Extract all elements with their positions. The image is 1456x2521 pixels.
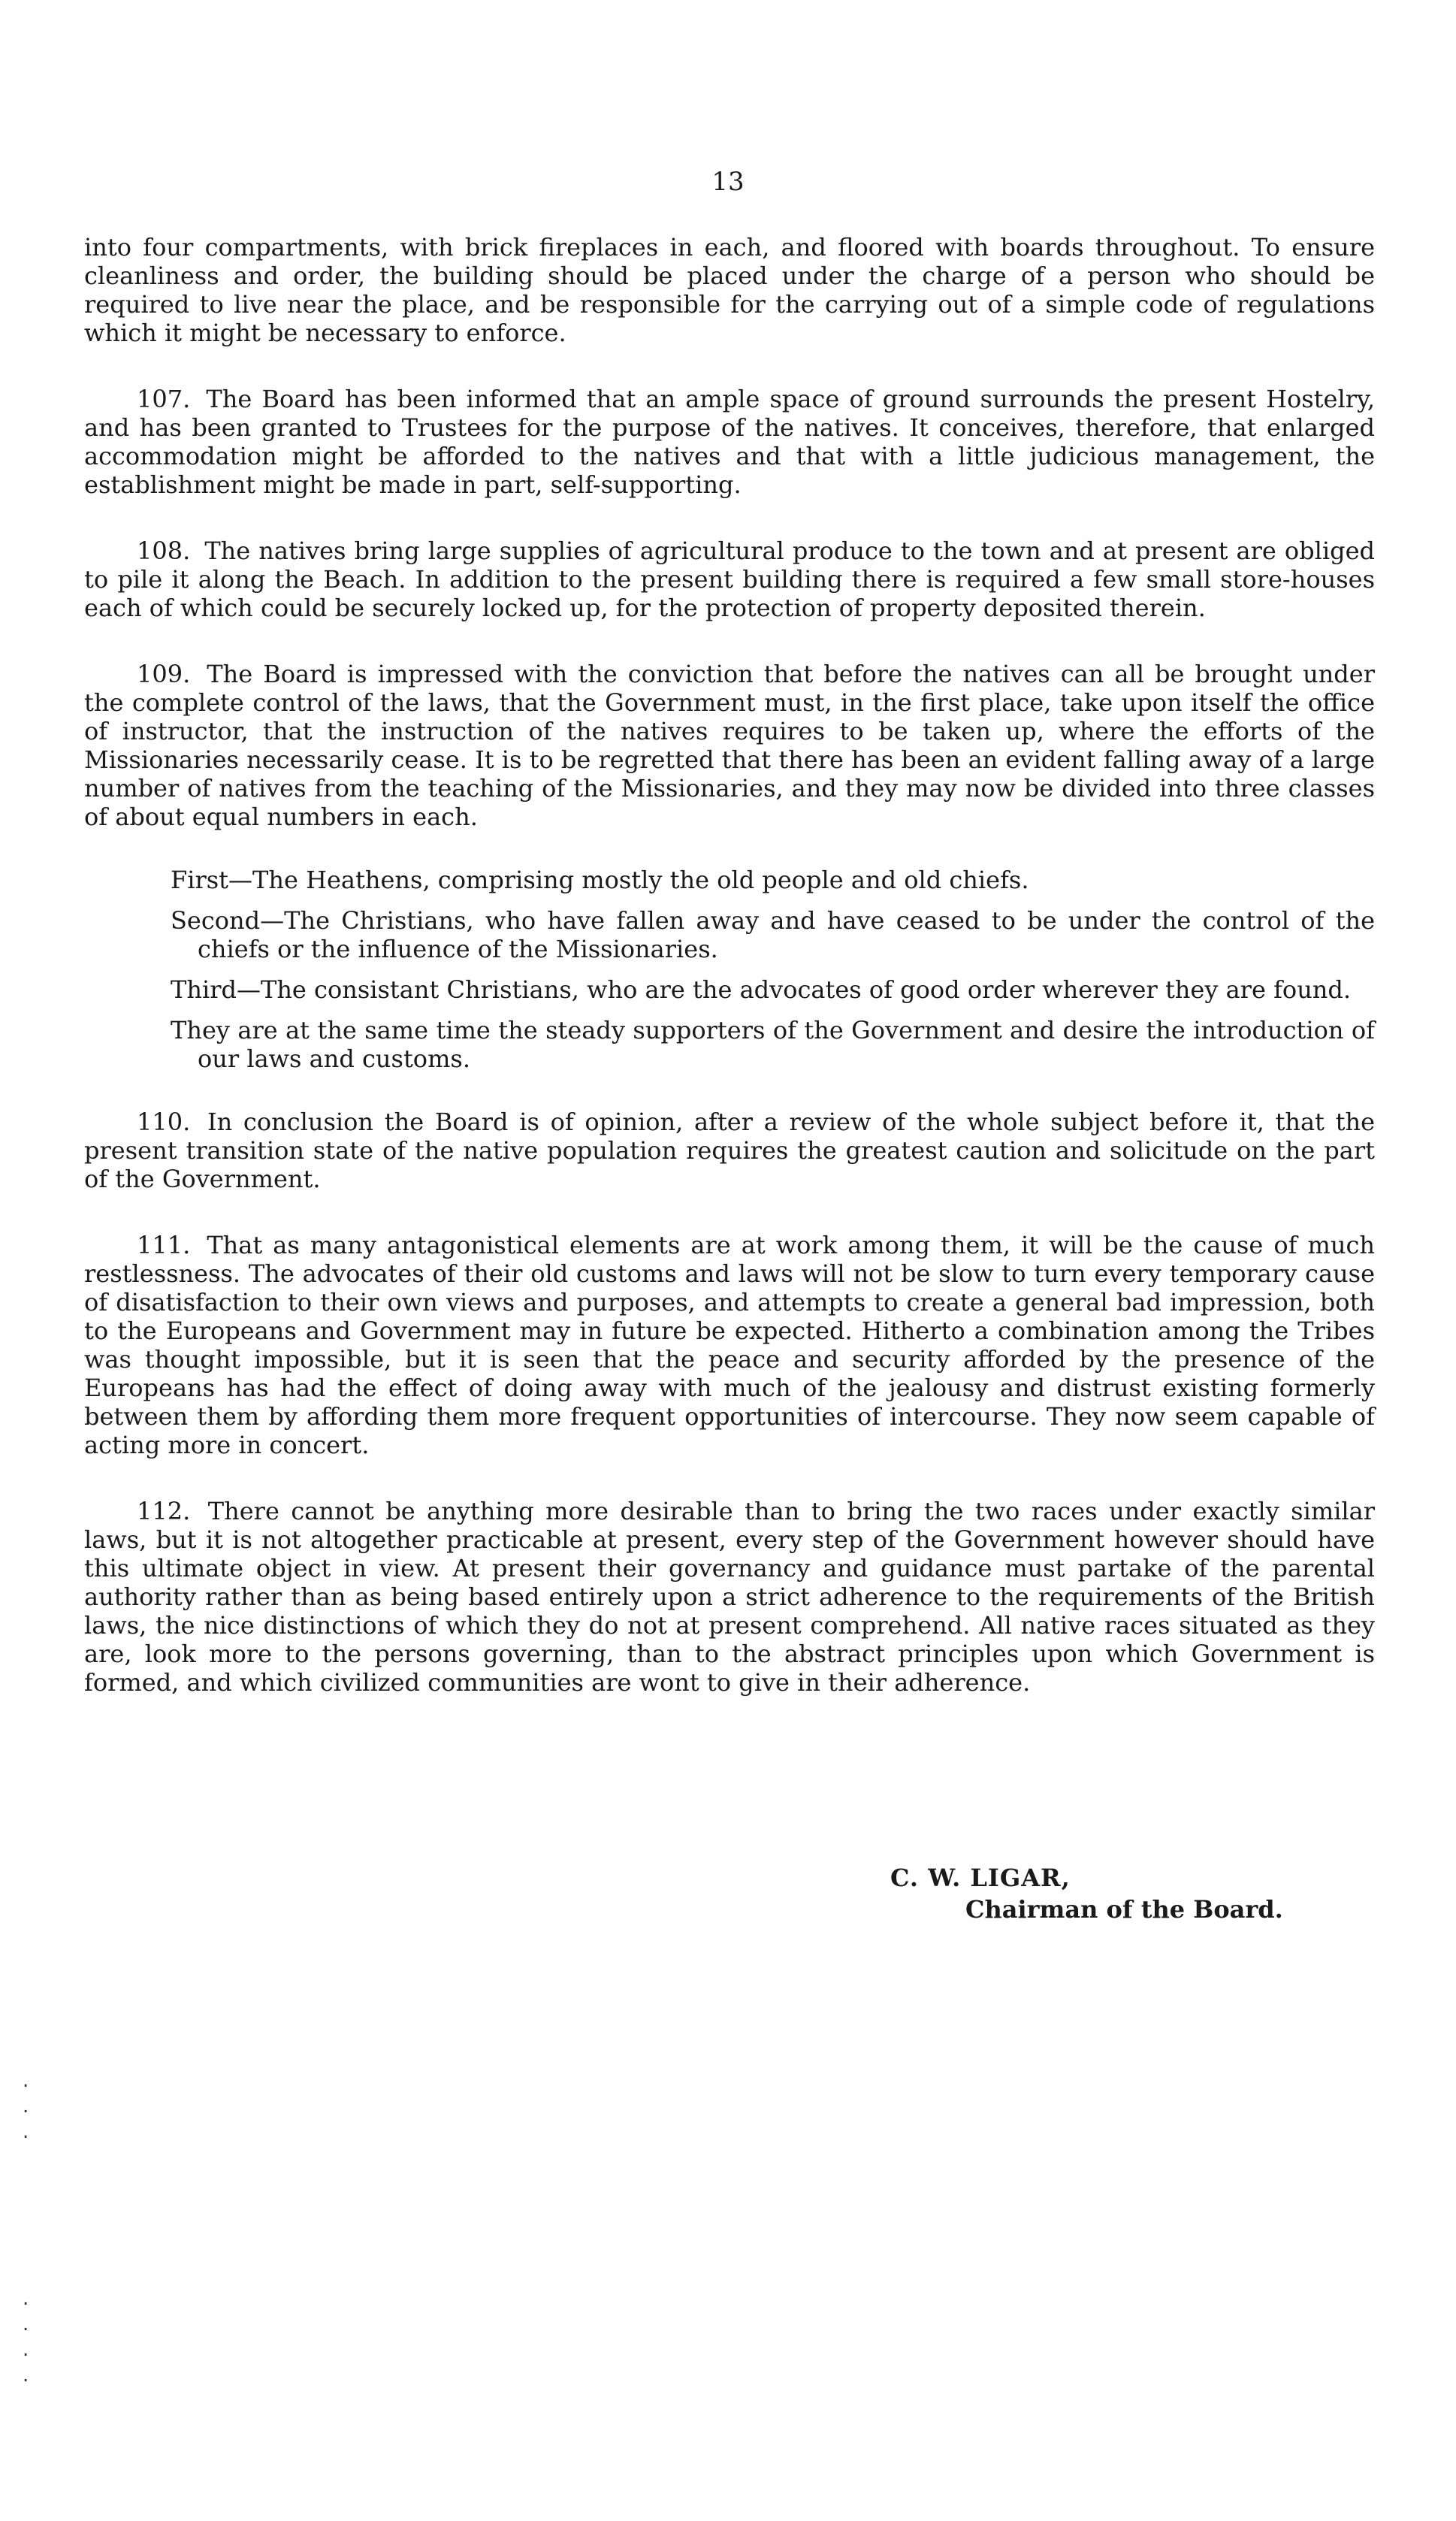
speck-mark: ‧ <box>23 2370 29 2393</box>
speck-mark: ‧ <box>23 2293 29 2316</box>
paragraph-110 <box>84 1108 1375 1193</box>
paragraph-text: In conclusion the Board is of opinion, after a review of the whole subject before it, that the present transition state of the native population requires the greatest caution and solicitude on the part of the Government. <box>84 1108 1376 1193</box>
signatory-name: C. W. LIGAR, <box>890 1864 1071 1892</box>
paragraph-number: 112. <box>137 1497 191 1525</box>
paragraph-number: 107. <box>137 385 191 413</box>
class-item-note: They are at the same time the steady supporters of the Government and desire the introduction of our laws and customs. <box>171 1016 1375 1073</box>
paragraph-text: The natives bring large supplies of agricultural produce to the town and at present are obliged to pile it along the Beach. In addition to the present building there is required a few small store-houses each of which could be securely locked up, for the protection of property deposited therein. <box>84 537 1376 622</box>
paragraph-continuation <box>84 233 1375 347</box>
paragraph-text: The Board has been informed that an ample space of ground surrounds the present Hostelry, and has been granted to Trustees for the purpose of the natives. It conceives, therefore, that enlarged accommodation might be afforded to the natives and that with a little judicious management, the establishment might be made in part, self-supporting. <box>84 385 1376 499</box>
speck-mark: ‧ <box>23 2075 29 2098</box>
paragraph-number: 108. <box>137 537 191 565</box>
paragraph-text: The Board is impressed with the conviction that before the natives can all be brought under the complete control of the laws, that the Government must, in the first place, take upon itself the office of instructor, that the instruction of the natives requires to be taken up, where the efforts of the Missionaries necessarily cease. It is to be regretted that there has been an evident falling away of a large number of natives from the teaching of the Missionaries, and they may now be divided into three classes of about equal numbers in each. <box>84 660 1376 831</box>
paragraph-109 <box>84 660 1375 831</box>
paragraph-text: into four compartments, with brick fireplaces in each, and floored with boards throughout. To ensure cleanliness and order, the building should be placed under the charge of a person who should be required to live near the place, and be responsible for the carrying out of a simple code of regulations which it might be necessary to enforce. <box>84 233 1375 347</box>
paragraph-text: That as many antagonistical elements are at work among them, it will be the cause of much restlessness. The advocates of their old customs and laws will not be slow to turn every temporary cause of disatisfaction to their own views and purposes, and attempts to create a general bad impression, both to the Europeans and Government may in future be expected. Hitherto a combination among the Tribes was thought impossible, but it is seen that the peace and security afforded by the presence of the Europeans has had the effect of doing away with much of the jealousy and distrust existing formerly between them by affording them more frequent opportunities of intercourse. They now seem capable of acting more in concert. <box>84 1231 1376 1459</box>
class-item-second: Second—The Christians, who have fallen away and have ceased to be under the control of the chiefs or the influence of the Missionaries. <box>171 906 1375 963</box>
margin-specks-upper <box>23 2074 29 2151</box>
paragraph-107 <box>84 385 1375 499</box>
speck-mark: ‧ <box>23 2127 29 2149</box>
speck-mark: ‧ <box>23 2101 29 2124</box>
class-item-first: First—The Heathens, comprising mostly the old people and old chiefs. <box>171 866 1029 894</box>
speck-mark: ‧ <box>23 2344 29 2367</box>
paragraph-108 <box>84 537 1375 622</box>
paragraph-number: 109. <box>137 660 191 688</box>
signatory-title: Chairman of the Board. <box>965 1895 1283 1924</box>
page-number: 13 <box>711 167 745 197</box>
margin-specks-lower <box>23 2292 29 2394</box>
paragraph-112 <box>84 1497 1375 1697</box>
native-classes-list <box>171 866 1375 1073</box>
body-text <box>84 233 1375 1734</box>
class-item-third: Third—The consistant Christians, who are the advocates of good order wherever they are found. <box>171 975 1352 1004</box>
paragraph-text: There cannot be anything more desirable than to bring the two races under exactly similar laws, but it is not altogether practicable at present, every step of the Government however should have this ultimate object in view. At present their governancy and guidance must partake of the parental authority rather than as being based entirely upon a strict adherence to the requirements of the British laws, the nice distinctions of which they do not at present comprehend. All native races situated as they are, look more to the persons governing, than to the abstract principles upon which Government is formed, and which civilized communities are wont to give in their adherence. <box>84 1497 1376 1697</box>
paragraph-number: 111. <box>137 1231 191 1259</box>
speck-mark: ‧ <box>23 2319 29 2341</box>
signature-block <box>890 1862 1341 1925</box>
paragraph-number: 110. <box>137 1108 191 1136</box>
paragraph-111 <box>84 1231 1375 1459</box>
